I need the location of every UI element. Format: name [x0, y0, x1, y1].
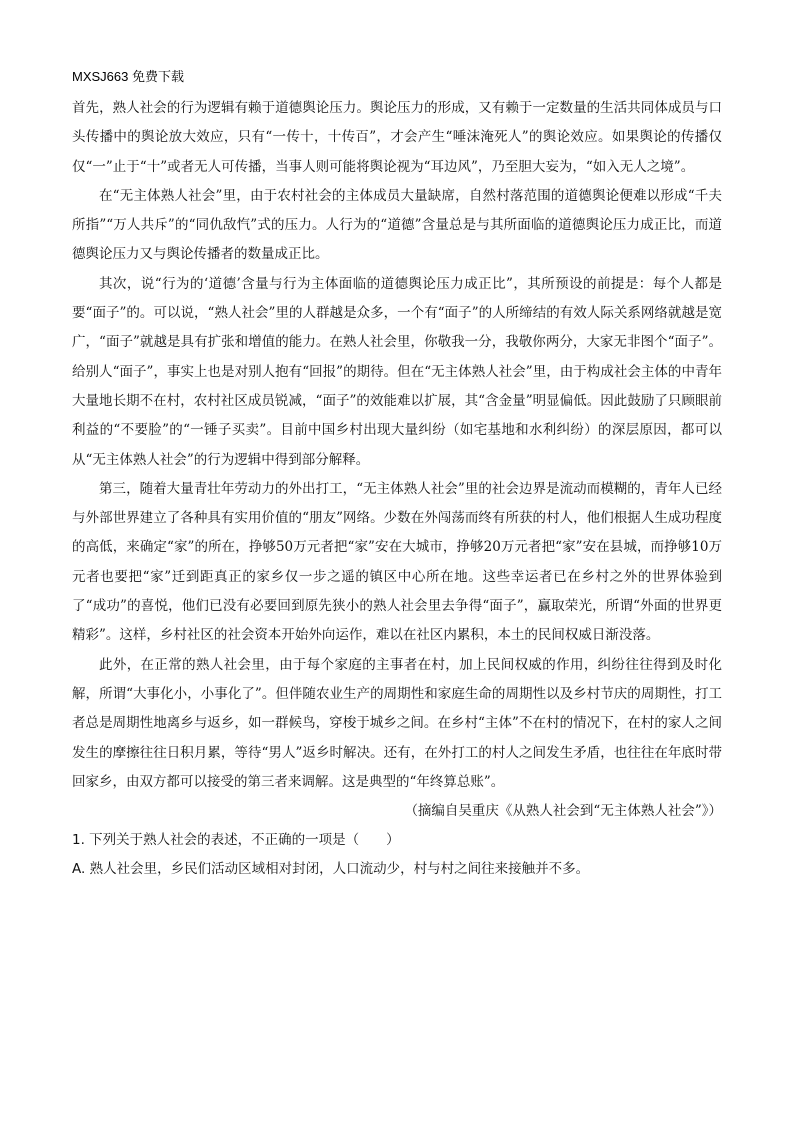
article-source-citation: （摘编自吴重庆《从熟人社会到“无主体熟人社会”》） [404, 803, 722, 820]
question-stem: 1. 下列关于熟人社会的表述，不正确的一项是（ ） [72, 832, 400, 849]
article-paragraph: 在“无主体熟人社会”里，由于农村社会的主体成员大量缺席，自然村落范围的道德舆论便难以形成“千夫所指”“万人共斥”的“同仇敌忾”式的压力。人行为的“道德”含量总是与其所面临的道德舆论压力成正比，而道德舆论压力又与舆论传播者的数量成正比。 [72, 187, 722, 263]
article-paragraph: 此外，在正常的熟人社会里，由于每个家庭的主事者在村，加上民间权威的作用，纠纷往往得到及时化解，所谓“大事化小，小事化了”。但伴随农业生产的周期性和家庭生命的周期性以及乡村节庆的周期性，打工者总是周期性地离乡与返乡，如一群候鸟，穿梭于城乡之间。在乡村“主体”不在村的情况下，在村的家人之间发生的摩擦往往日积月累，等待“男人”返乡时解决。还有，在外打工的村人之间发生矛盾，也往往在年底时带回家乡，由双方都可以接受的第三者来调解。这是典型的“年终算总账”。 [72, 656, 722, 790]
article-paragraph: 首先，熟人社会的行为逻辑有赖于道德舆论压力。舆论压力的形成，又有赖于一定数量的生活共同体成员与口头传播中的舆论放大效应，只有“一传十，十传百”，才会产生“唾沫淹死人”的舆论效应。如果舆论的传播仅仅“一”止于“十”或者无人可传播，当事人则可能将舆论视为“耳边风”，乃至胆大妄为，“如入无人之境”。 [72, 100, 722, 175]
page-header-label: MXSJ663 免费下载 [72, 69, 184, 84]
article-paragraph: 第三，随着大量青壮年劳动力的外出打工，“无主体熟人社会”里的社会边界是流动而模糊的，青年人已经与外部世界建立了各种具有实用价值的“朋友”网络。少数在外闯荡而终有所获的村人，他们根据人生成功程度的高低，来确定“家”的所在，挣够50万元者把“家”安在大城市，挣够20万元者把“家”安在县城，而挣够10万元者也要把“家”迁到距真正的家乡仅一步之遥的镇区中心所在地。这些幸运者已在乡村之外的世界体验到了“成功”的喜悦，他们已没有必要回到原先狭小的熟人社会里去争得“面子”，赢取荣光，所谓“外面的世界更精彩”。这样，乡村社区的社会资本开始外向运作，难以在社区内累积，本土的民间权威日渐没落。 [72, 480, 722, 644]
article-body [72, 94, 722, 884]
article-paragraph: 其次，说“行为的‘道德’含量与行为主体面临的道德舆论压力成正比”，其所预设的前提是：每个人都是要“面子”的。可以说，“熟人社会”里的人群越是众多，一个有“面子”的人所缔结的有效人际关系网络就越是宽广，“面子”就越是具有扩张和增值的能力。在熟人社会里，你敬我一分，我敬你两分，大家无非图个“面子”。给别人“面子”，事实上也是对别人抱有“回报”的期待。但在“无主体熟人社会”里，由于构成社会主体的中青年大量地长期不在村，农村社区成员锐减，“面子”的效能难以扩展，其“含金量”明显偏低。因此鼓励了只顾眼前利益的“不要脸”的“一锤子买卖”。目前中国乡村出现大量纠纷（如宅基地和水利纠纷）的深层原因，都可以从“无主体熟人社会”的行为逻辑中得到部分解释。 [72, 275, 722, 468]
question-option-a: A. 熟人社会里，乡民们活动区域相对封闭，人口流动少，村与村之间往来接触并不多。 [72, 861, 590, 878]
